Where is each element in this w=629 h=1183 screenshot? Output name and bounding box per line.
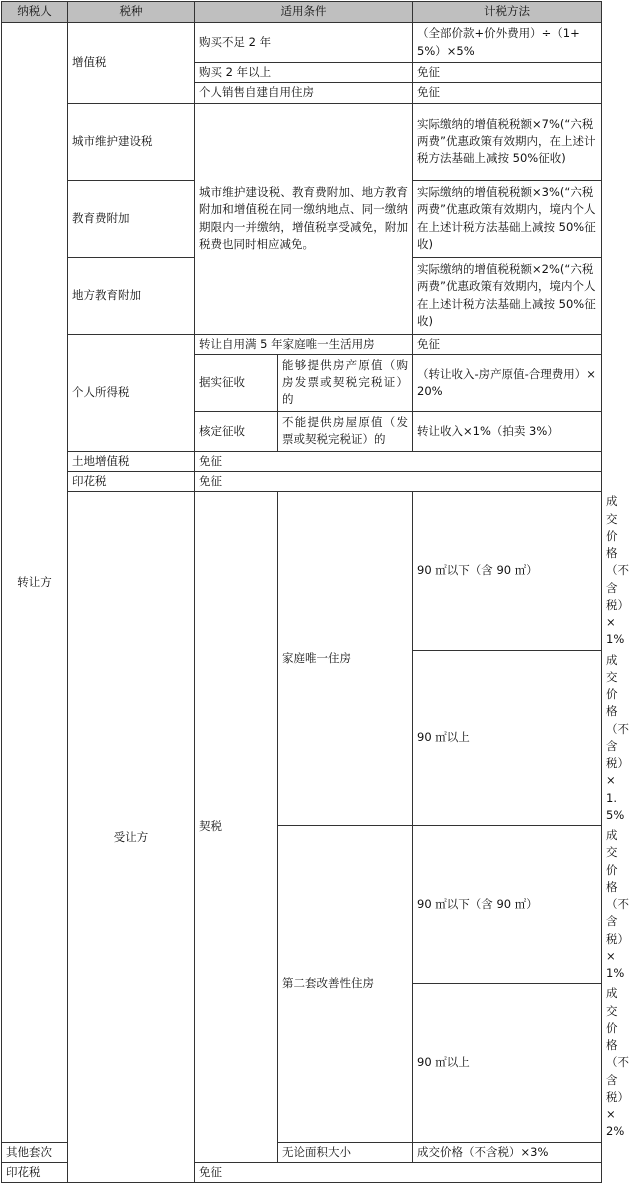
table-row: 90 ㎡以上 成交价格（不含税）×2% [2,984,602,1142]
transferor-label: 转让方 [2,23,68,1143]
deed-second-small-area: 90 ㎡以下（含 90 ㎡） [413,826,602,984]
table-row [2,23,602,63]
header-payer: 纳税人 [2,2,68,23]
table-row [2,103,602,180]
land-vat-label: 土地增值税 [68,451,195,471]
transferee-label: 受让方 [68,492,195,1183]
urban-construction-tax-method: 实际缴纳的增值税税额×7%(“六税两费”优惠政策有效期内，在上述计税方法基础上减按 50%征收) [413,103,602,180]
iit-method-exempt: 免征 [413,334,602,354]
transferee-stamp-duty-method: 免征 [195,1162,602,1182]
deed-tax-label: 契税 [195,492,278,1163]
deed-other-area: 无论面积大小 [278,1142,413,1162]
vat-method-over-2-years: 免征 [413,63,602,83]
urban-construction-tax-label: 城市维护建设税 [68,103,195,180]
table-row: 受让方 契税 家庭唯一住房 90 ㎡以下（含 90 ㎡） 成交价格（不含税）×1% [2,492,602,650]
education-surcharge-label: 教育费附加 [68,180,195,257]
iit-condition-exempt: 转让自用满 5 年家庭唯一生活用房 [195,334,413,354]
header-tax-type: 税种 [68,2,195,23]
table-row: 第二套改善性住房 90 ㎡以下（含 90 ㎡） 成交价格（不含税）×1% [2,826,602,984]
table-header [2,2,602,23]
header-method: 计税方法 [413,2,602,23]
iit-actual-method: （转让收入-房产原值-合理费用）×20% [413,354,602,411]
deed-second-home-label: 第二套改善性住房 [278,826,413,1143]
vat-method-under-2-years: （全部价款+价外费用）÷（1+5%）×5% [413,23,602,63]
vat-method-self-built: 免征 [413,83,602,103]
deed-other-method: 成交价格（不含税）×3% [413,1142,602,1162]
deed-first-small-area: 90 ㎡以下（含 90 ㎡） [413,492,602,650]
transferor-stamp-duty-label: 印花税 [68,472,195,492]
header-condition: 适用条件 [195,2,413,23]
header-row [2,2,602,23]
deed-second-large-area: 90 ㎡以上 [413,984,602,1142]
table-row: 90 ㎡以上 成交价格（不含税）×1.5% [2,650,602,826]
education-surcharge-method: 实际缴纳的增值税税额×3%(“六税两费”优惠政策有效期内，境内个人在上述计税方法基础上减按 50%征收) [413,180,602,257]
vat-label: 增值税 [68,23,195,104]
individual-income-tax-label: 个人所得税 [68,334,195,451]
local-education-surcharge-label: 地方教育附加 [68,257,195,334]
iit-actual-condition: 能够提供房产原值（购房发票或契税完税证）的 [278,354,413,411]
table-body [2,23,629,1183]
iit-actual-collection-label: 据实征收 [195,354,278,411]
table-row [2,334,602,354]
table-row [2,472,602,492]
vat-condition-self-built: 个人销售自建自用住房 [195,83,413,103]
transferor-stamp-duty-method: 免征 [195,472,602,492]
iit-assessed-collection-label: 核定征收 [195,411,278,451]
surcharge-shared-condition: 城市维护建设税、教育费附加、地方教育附加和增值税在同一缴纳地点、同一缴纳期限内一并缴纳，增值税享受减免，附加税费也同时相应减免。 [195,103,413,334]
vat-condition-under-2-years: 购买不足 2 年 [195,23,413,63]
deed-first-large-area: 90 ㎡以上 [413,650,602,826]
table-row [2,451,602,471]
transferee-stamp-duty-label: 印花税 [2,1162,68,1182]
deed-other-label: 其他套次 [2,1142,68,1162]
tax-table [1,1,629,1183]
iit-assessed-method: 转让收入×1%（拍卖 3%） [413,411,602,451]
deed-first-home-label: 家庭唯一住房 [278,492,413,826]
iit-assessed-condition: 不能提供房屋原值（发票或契税完税证）的 [278,411,413,451]
vat-condition-over-2-years: 购买 2 年以上 [195,63,413,83]
local-education-surcharge-method: 实际缴纳的增值税税额×2%(“六税两费”优惠政策有效期内，境内个人在上述计税方法基础上减按 50%征收) [413,257,602,334]
land-vat-method: 免征 [195,451,602,471]
